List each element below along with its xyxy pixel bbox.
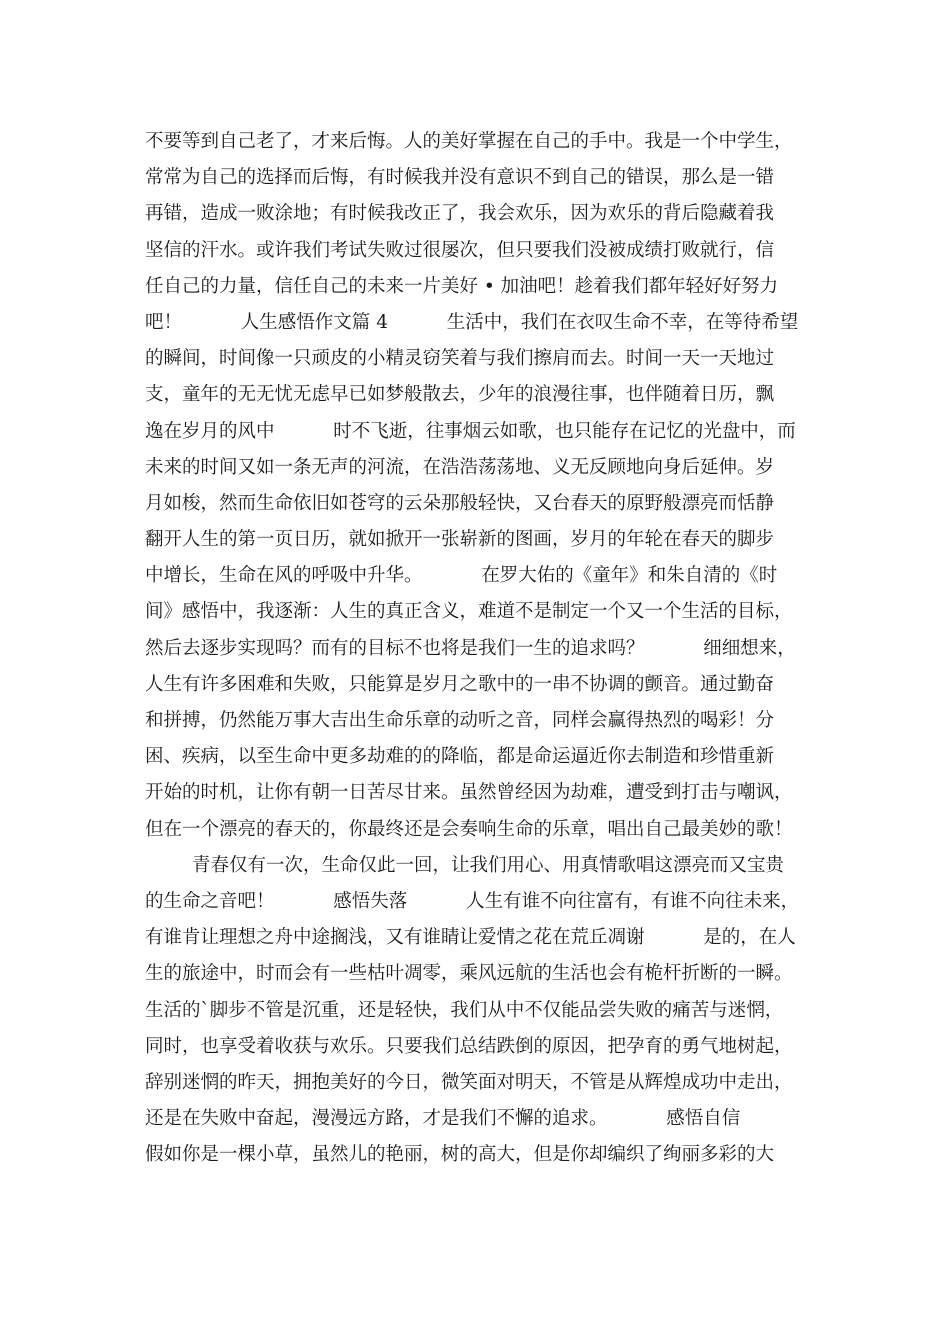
text-line: 然后去逐步实现吗？而有的目标不也将是我们一生的追求吗？ 细细想来， — [145, 637, 796, 659]
text-line: 不要等到自己老了，才来后悔。人的美好掌握在自己的手中。我是一个中学生， — [145, 131, 793, 152]
text-line: 坚信的汗水。或许我们考试失败过很屡次，但只要我们没被成绩打败就行，信 — [145, 239, 775, 261]
text-line: 的瞬间，时间像一只顽皮的小精灵窃笑着与我们擦肩而去。时间一天一天地过 — [145, 348, 775, 370]
text-line: 支，童年的无无忧无虑早已如梦般散去，少年的浪漫往事，也伴随着日历，飘 — [145, 384, 775, 406]
text-line: 和拼搏，仍然能万事大吉出生命乐章的动听之音，同样会赢得热烈的喝彩！分 — [145, 710, 775, 731]
text-line: 还是在失败中奋起，漫漫远方路，才是我们不懈的追求。 感悟自信 — [145, 1108, 741, 1130]
text-line: 同时，也享受着收获与欢乐。只要我们总结跌倒的原因，把孕育的勇气地树起， — [145, 1035, 793, 1057]
text-line: 间》感悟中，我逐渐：人生的真正含义，难道不是制定一个又一个生活的目标， — [145, 601, 793, 623]
text-line: 有谁肯让理想之舟中途搁浅，又有谁睛让爱情之花在荒丘凋谢 是的，在人 — [145, 927, 796, 949]
text-line: 辞别迷惘的昨天，拥抱美好的今日，微笑面对明天，不管是从辉煌成功中走出， — [145, 1071, 793, 1093]
text-line: 常常为自己的选择而后悔，有时候我并没有意识不到自己的错误，那么是一错 — [145, 167, 775, 189]
text-line: 生的旅途中，时而会有一些枯叶凋零，乘风远航的生活也会有桅杆折断的一瞬。 — [145, 963, 793, 985]
text-line: 困、疾病，以至生命中更多劫难的的降临，都是命运逼近你去制造和珍惜重新 — [145, 746, 775, 768]
text-line: 未来的时间又如一条无声的河流，在浩浩荡荡地、义无反顾地向身后延伸。岁 — [145, 456, 775, 478]
text-line: 翻开人生的第一页日历，就如掀开一张崭新的图画，岁月的年轮在春天的脚步 — [145, 529, 775, 551]
text-line: 再错，造成一败涂地；有时候我改正了，我会欢乐，因为欢乐的背后隐藏着我 — [145, 203, 775, 225]
text-line: 但在一个漂亮的春天的，你最终还是会奏响生命的乐章，唱出自己最美妙的歌！ — [145, 818, 793, 840]
essay-body — [145, 124, 835, 1173]
text-line: 青春仅有一次，生命仅此一回，让我们用心、用真情歌唱这漂亮而又宝贵 — [192, 854, 785, 876]
text-line: 的生命之音吧！ 感悟失落 人生有谁不向往富有，有谁不向往未来， — [145, 890, 800, 912]
text-line: 逸在岁月的风中 时不飞逝，往事烟云如歌，也只能存在记忆的光盘中，而 — [145, 420, 796, 442]
text-line: 生活的`脚步不管是沉重，还是轻快，我们从中不仅能品尝失败的痛苦与迷惘， — [145, 999, 784, 1021]
text-line: 假如你是一棵小草，虽然儿的艳丽，树的高大，但是你却编织了绚丽多彩的大 — [145, 1144, 775, 1166]
text-line: 任自己的力量，信任自己的未来一片美好 • 加油吧！趁着我们都年轻好好努力 — [145, 275, 779, 297]
text-line: 月如梭，然而生命依旧如苍穹的云朵那般轻快，又台春天的原野般漂亮而恬静 — [145, 492, 775, 514]
text-line: 人生有许多困难和失败，只能算是岁月之歌中的一串不协调的颤音。通过勤奋 — [145, 673, 775, 695]
text-line: 中增长，生命在风的呼吸中升华。 在罗大佑的《童年》和朱自清的《时 — [145, 565, 778, 587]
text-line: 吧！ 人生感悟作文篇 4 生活中，我们在衣叹生命不幸，在等待希望 — [145, 311, 799, 333]
text-line: 开始的时机，让你有朝一日苦尽甘来。虽然曾经因为劫难，遭受到打击与嘲讽， — [145, 782, 793, 804]
